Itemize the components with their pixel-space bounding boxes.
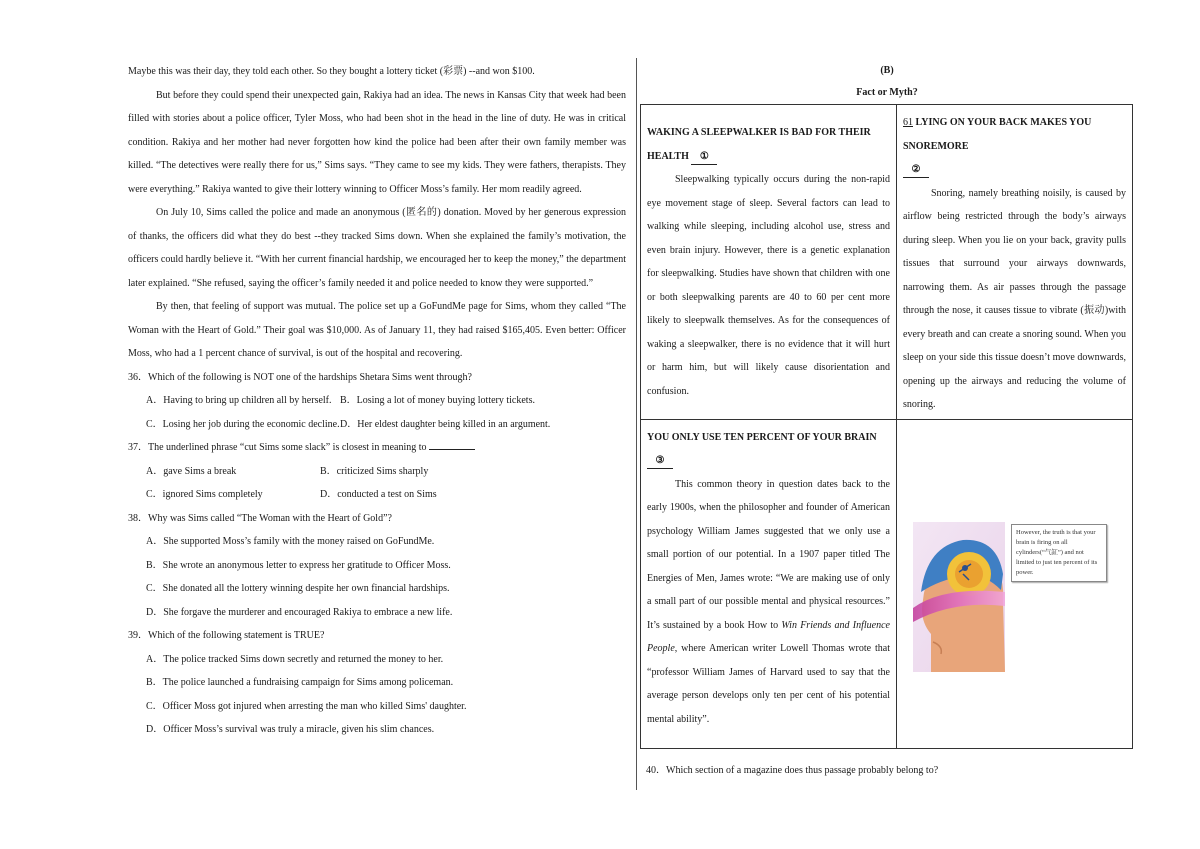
option-38c: C．She donated all the lottery winning despite her own financial hardships.	[146, 583, 450, 594]
option-36d: D．Her eldest daughter being killed in an argument.	[340, 418, 551, 430]
option-36b: B．Losing a lot of money buying lottery tickets.	[340, 395, 535, 406]
paragraph-2: But before they could spend their unexpected gain, Rakiya had an idea. The news in Kansas City that week had been filled with stories about a police officer, Tyler Moss, who had been shot in the head in the line of duty. He was in critical condition. Rakiya and her mother had never forgotten how kind the police had been after their own family member was killed. “The detectives were really there for us,” Sims says. “They came to see my kids. They were fathers, therapists. They were everything.” Rakiya wanted to give their lottery winning to Officer Moss’s family. Her mom readily agreed.	[128, 89, 626, 195]
option-39d: D．Officer Moss’s survival was truly a miracle, given his slim chances.	[146, 724, 435, 735]
option-37b: B．criticized Sims sharply	[320, 465, 429, 477]
brain-head-image	[913, 522, 1005, 672]
blank-1: ①	[691, 150, 717, 165]
question-36-options-ab	[128, 389, 626, 413]
body-text	[647, 473, 890, 732]
option-37a: A．gave Sims a break	[146, 465, 237, 477]
question-40: 40．Which section of a magazine does thus passage probably belong to?	[646, 765, 939, 776]
question-36-options-cd	[128, 413, 626, 437]
right-column	[640, 60, 1134, 749]
cell-brain-body	[647, 473, 890, 732]
question-37-text: 37．The underlined phrase “cut Sims some slack” is closest in meaning to	[128, 442, 427, 453]
option-39a: A．The police tracked Sims down secretly and returned the money to her.	[146, 653, 444, 665]
option-37c: C．ignored Sims completely	[146, 489, 263, 500]
option-39b: B．The police launched a fundraising campaign for Sims among policeman.	[146, 677, 454, 688]
option-36a: A．Having to bring up children all by herself.	[146, 395, 332, 406]
cell-snore	[897, 105, 1133, 420]
option-37d: D．conducted a test on Sims	[320, 489, 437, 500]
paragraph-4: By then, that feeling of support was mutual. The police set up a GoFundMe page for Sims, whom they called “The Woman with the Heart of Gold.” Their goal was $10,000. As of January 11, they had raised $165,405. Even better: Officer Moss, who had a 1 percent chance of survival, is out of the hospital and recovering.	[128, 301, 626, 359]
option-36c: C．Losing her job during the economic decline.	[146, 418, 340, 430]
book-title: Win Friends and Influence People	[647, 619, 890, 654]
body-text: Snoring, namely breathing noisily, is caused by airflow being restricted through the body’s airways during sleep. When you lie on your back, gravity pulls tissues that surround your airways downwards, narrowing them. As air passes through the passage through the nose, it causes tissue to vibrate (振动)with every breath and can create a snoring sound. When you sleep on your side this tissue doesn’t move downwards, opening up the airways and reducing the volume of snoring.	[903, 187, 1126, 410]
cell-brain-heading	[647, 426, 890, 473]
body-text: Sleepwalking typically occurs during the non-rapid eye movement stage of sleep. Several factors can lead to walking while sleeping, including alcohol use, stress and even brain injury. However, there is a genetic explanation for sleepwalking. Studies have shown that children with one or both sleepwalking parents are 40 to 60 per cent more likely to sleepwalk themselves. As for the consequences of waking a sleepwalker, there is no evidence that it will hurt or harm him, but will likely cause disorientation and confusion.	[647, 174, 890, 397]
option-38d: D．She forgave the murderer and encouraged Rakiya to embrace a new life.	[146, 606, 453, 618]
fact-myth-table	[640, 104, 1133, 749]
question-38: 38．Why was Sims called “The Woman with the Heart of Gold”?	[128, 512, 392, 524]
passage-title: Fact or Myth?	[856, 87, 918, 98]
heading-text: LYING ON YOUR BACK MAKES YOU SNOREMORE	[903, 117, 1092, 152]
cell-sleepwalker-body	[647, 168, 890, 403]
question-37	[128, 436, 626, 460]
cell-snore-heading	[903, 111, 1126, 182]
question-37-options-cd	[128, 483, 626, 507]
question-37-options-ab	[128, 460, 626, 484]
body-part-1: This common theory in question dates back to the early 1900s, when the philosopher and founder of American psychology William James suggested that we only use a small portion of our potential. In a 1907 paper titled The Energies of Men, James wrote: “We are making use of only a small part of our possible mental and physical resources.” It’s sustained by a book How to	[647, 478, 890, 631]
paragraph-3: On July 10, Sims called the police and made an anonymous (匿名的) donation. Moved by her generous expression of thanks, the officers did what they do best --they tracked Sims down. When she explained the family’s motivation, the officers could hardly believe it. “With her current financial hardship, we encouraged her to keep the money,” the department later explained. “She refused, saying the officer’s family needed it and police needed to know they were supported.”	[128, 207, 626, 289]
blank-3: ③	[647, 454, 673, 469]
column-divider	[636, 58, 637, 790]
cell-sleepwalker-heading	[647, 121, 890, 168]
blank-2: ②	[903, 163, 929, 178]
question-number: 61	[903, 117, 913, 128]
cell-illustration	[897, 419, 1133, 748]
answer-blank	[429, 438, 475, 450]
cell-sleepwalker	[641, 105, 897, 420]
heading-text: WAKING A SLEEPWALKER IS BAD FOR THEIR HEALTH	[647, 127, 871, 162]
option-38b: B．She wrote an anonymous letter to express her gratitude to Officer Moss.	[146, 559, 451, 571]
body-part-2: , where American writer Lowell Thomas wrote that “professor William James of Harvard used to say that the average person develops only ten per cent of his potential mental ability”.	[647, 643, 890, 725]
option-38a: A．She supported Moss’s family with the money raised on GoFundMe.	[146, 536, 435, 547]
question-39: 39．Which of the following statement is TRUE?	[128, 630, 325, 641]
cell-brain	[641, 419, 897, 748]
brain-illustration	[903, 426, 1126, 746]
cell-snore-body	[903, 182, 1126, 417]
question-36: 36．Which of the following is NOT one of the hardships Shetara Sims went through?	[128, 371, 472, 383]
option-39c: C．Officer Moss got injured when arresting the man who killed Sims' daughter.	[146, 700, 467, 712]
left-column	[128, 60, 626, 742]
section-label: (B)	[880, 65, 894, 76]
heading-text: YOU ONLY USE TEN PERCENT OF YOUR BRAIN	[647, 431, 877, 443]
brain-fact-note: However, the truth is that your brain is firing on all cylinders(“气缸”) and not limited to just ten percent of its power.	[1011, 524, 1107, 582]
paragraph-1: Maybe this was their day, they told each other. So they bought a lottery ticket (彩票) --and won $100.	[128, 66, 535, 77]
